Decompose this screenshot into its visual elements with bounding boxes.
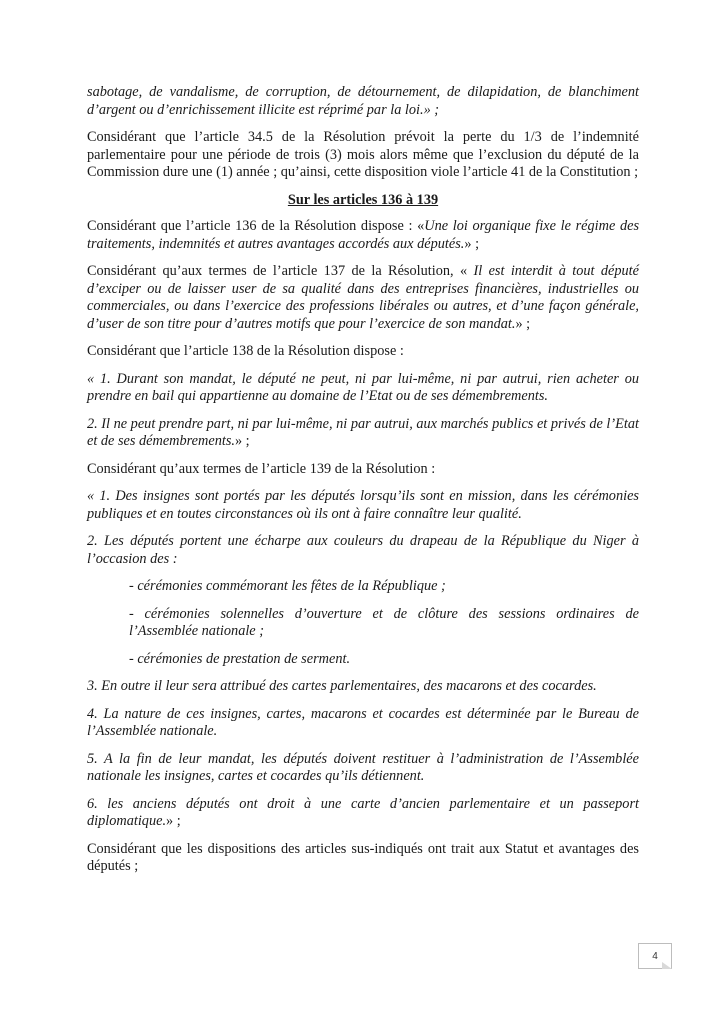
document-page — [87, 84, 639, 886]
paragraph-article-137-tail: » ; — [515, 315, 531, 332]
paragraph-article-136-quote: Une loi organique fixe le régime des traitements, indemnités et autres avantages accordés aux députés. — [87, 218, 640, 252]
article-139-item-4: 4. La nature de ces insignes, cartes, macarons et cocardes est déterminée par le Bureau de l’Assemblée nationale. — [87, 705, 639, 739]
article-139-item-1: « 1. Des insignes sont portés par les députés lorsqu’ils sont en mission, dans les cérémonies publiques et en toutes circonstances où ils ont à faire connaître leur qualité. — [87, 488, 639, 522]
list-item-ceremony-2: - cérémonies solennelles d’ouverture et de clôture des sessions ordinaires de l’Assemblée nationale ; — [129, 605, 639, 639]
article-138-item-2 — [87, 416, 639, 451]
article-139-item-2: 2. Les députés portent une écharpe aux couleurs du drapeau de la République du Niger à l’occasion des : — [87, 533, 639, 567]
paragraph-article-137-quote: Il est interdit à tout député d’exciper ou de laisser user de sa qualité dans des entreprises financières, industrielles ou commerciales, ou dans l’exercice des professions libérales ou autres, et d’une façon générale, d’user de son titre pour d’autres motifs que pour l’exercice de son mandat. — [87, 263, 639, 332]
list-item-ceremony-1: - cérémonies commémorant les fêtes de la République ; — [129, 578, 446, 594]
paragraph-article-139-intro: Considérant qu’aux termes de l’article 139 de la Résolution : — [87, 460, 436, 477]
article-139-item-6 — [87, 796, 639, 831]
paragraph-article-138-intro: Considérant que l’article 138 de la Résolution dispose : — [87, 343, 404, 359]
article-139-item-6-tail: » ; — [166, 813, 181, 829]
paragraph-article-137-intro: Considérant qu’aux termes de l’article 137 de la Résolution, « — [87, 263, 468, 279]
article-139-item-6-text: 6. les anciens députés ont droit à une carte d’ancien parlementaire et un passeport diplomatique. — [87, 795, 639, 829]
paragraph-continuation: sabotage, de vandalisme, de corruption, de détournement, de dilapidation, de blanchiment d’argent ou d’enrichissement illicite est réprimé par la loi.» ; — [87, 84, 639, 118]
paragraph-conclusion: Considérant que les dispositions des articles sus-indiqués ont trait aux Statut et avantages des députés ; — [87, 840, 639, 874]
paragraph-article-136-intro: Considérant que l’article 136 de la Résolution dispose : « — [87, 218, 425, 234]
article-139-item-3: 3. En outre il leur sera attribué des cartes parlementaires, des macarons et des cocardes. — [87, 678, 597, 694]
article-139-item-5: 5. A la fin de leur mandat, les députés doivent restituer à l’administration de l’Assemblée nationale les insignes, cartes et cocardes qu’ils détiennent. — [87, 750, 639, 784]
paragraph-article-137 — [87, 263, 639, 333]
page-number-fold-decoration — [662, 962, 672, 969]
article-138-item-1: « 1. Durant son mandat, le député ne peut, ni par lui-même, ni par autrui, rien acheter ou prendre en bail qui appartienne au domaine de l’Etat ou de ses démembrements. — [87, 370, 639, 404]
page-number: 4 — [638, 943, 672, 969]
section-heading: Sur les articles 136 à 139 — [287, 191, 439, 208]
article-138-item-2-tail: » ; — [234, 433, 250, 449]
article-138-item-2-text: 2. Il ne peut prendre part, ni par lui-même, ni par autrui, aux marchés publics et privés de l’Etat et de ses démembrements. — [87, 415, 639, 449]
paragraph-article-136-tail: » ; — [464, 235, 480, 252]
paragraph-article-34-5: Considérant que l’article 34.5 de la Résolution prévoit la perte du 1/3 de l’indemnité parlementaire pour une période de trois (3) mois alors même que l’exclusion du député de la Commission dure une (1) année ; qu’ainsi, cette disposition viole l’article 41 de la Constitution ; — [87, 129, 639, 180]
paragraph-article-136 — [87, 218, 639, 253]
list-item-ceremony-3: - cérémonies de prestation de serment. — [129, 650, 351, 667]
